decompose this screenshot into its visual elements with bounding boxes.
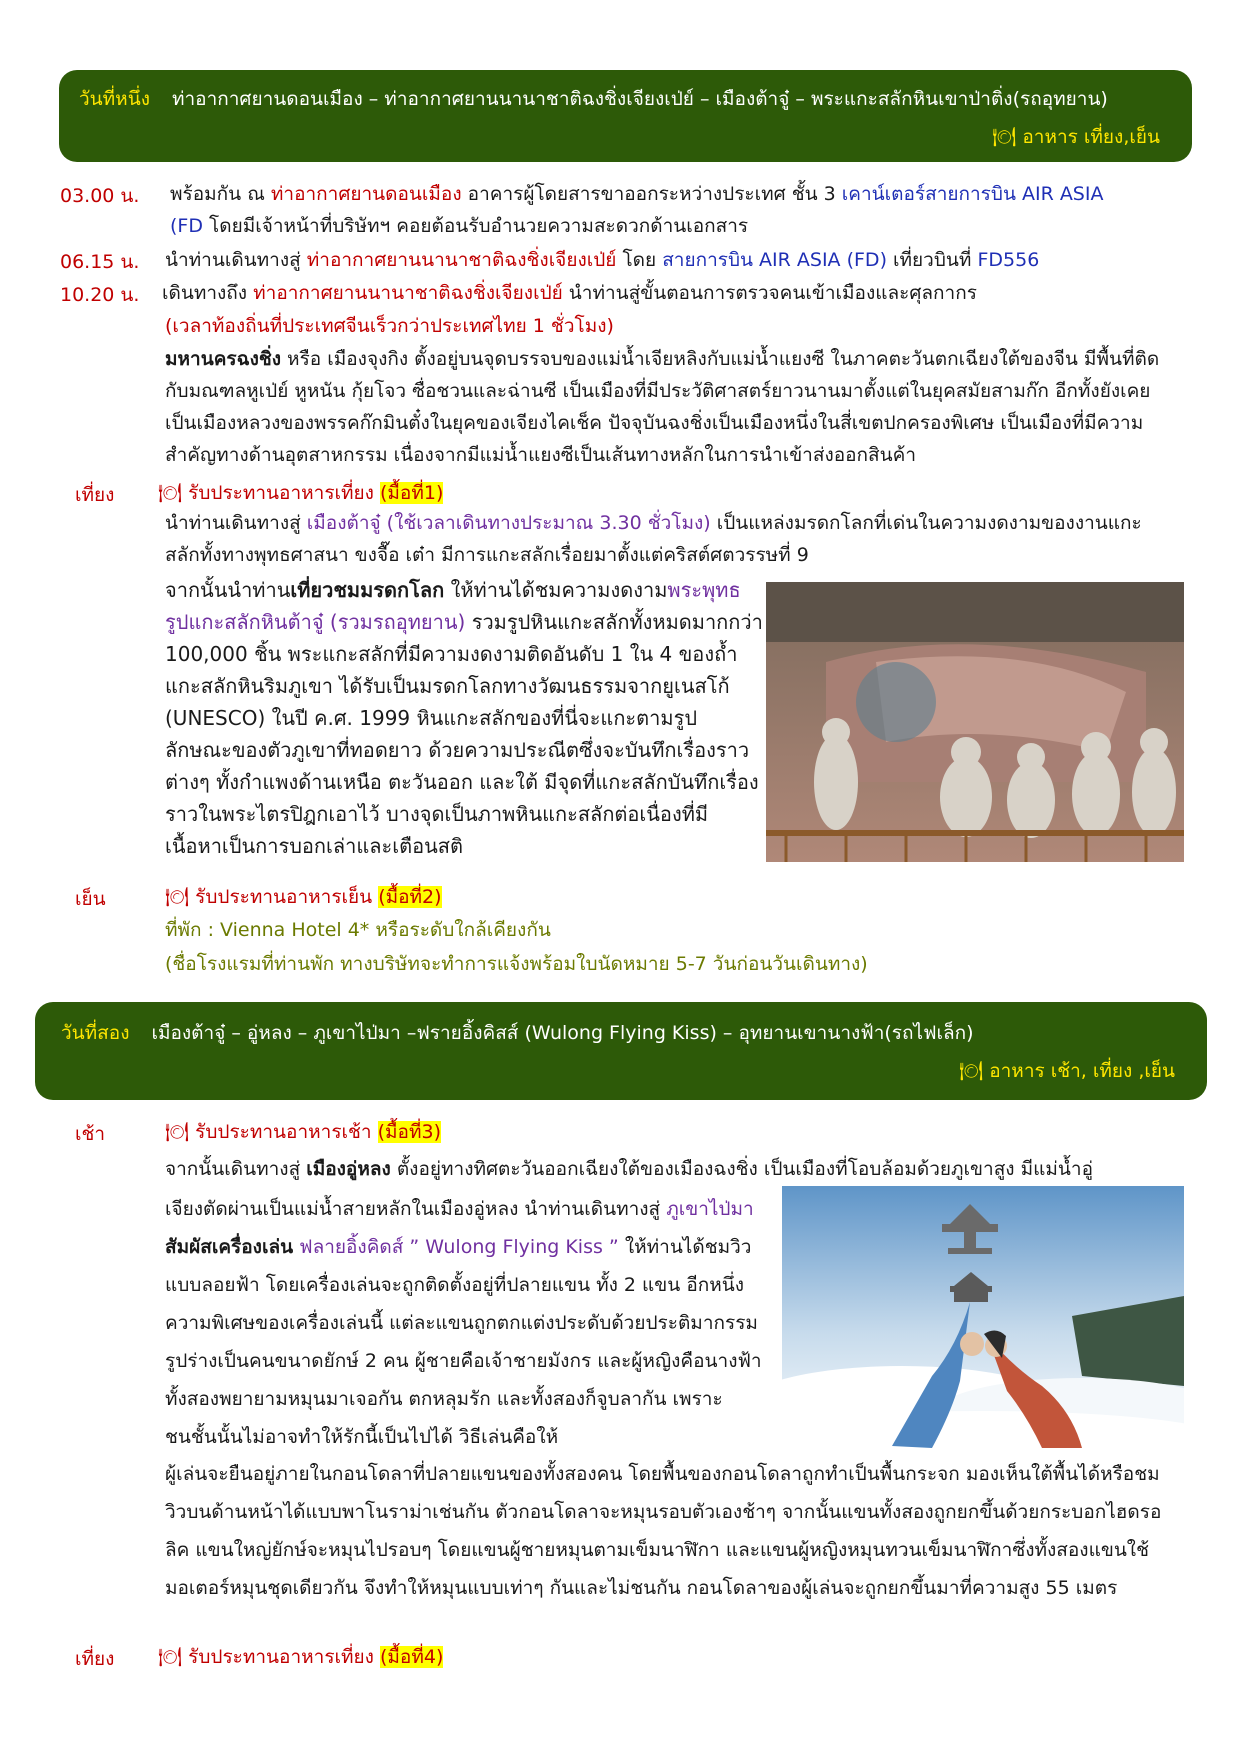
breakfast-time-label: เช้า: [75, 1123, 106, 1145]
time-0615: 06.15 น.: [60, 251, 140, 273]
meal-icon: 🍽: [165, 886, 190, 908]
checkin-line-2: [170, 212, 748, 240]
flying-kiss-name: ฟลายอิ้งคิดส์ ” Wulong Flying Kiss ”: [299, 1236, 619, 1258]
text: ให้ท่านได้ชมความงดงาม: [444, 578, 668, 602]
dazu-travel: เมืองต้าจู๋ (ใช้เวลาเดินทางประมาณ 3.30 ชั่วโมง): [306, 512, 711, 534]
text: ตั้งอยู่ทางทิศตะวันออกเฉียงใต้ของเมืองฉงชิ่ง เป็นเมืองที่โอบล้อมด้วยภูเขาสูง มีแม่น้ำอู่: [390, 1158, 1093, 1180]
text: จากนั้นนำท่าน: [165, 578, 291, 602]
day2-meals-text: อาหาร เช้า, เที่ยง ,เย็น: [989, 1060, 1175, 1082]
day2-route: เมืองต้าจู๋ – อู่หลง – ภูเขาไป่มา –ฟรายอิ้งคิสส์ (Wulong Flying Kiss) – อุทยานเขานางฟ้า(รถไฟเล็ก): [151, 1022, 974, 1044]
meal-number: (มื้อที่2): [378, 886, 442, 908]
airasia-counter: เคาน์เตอร์สายการบิน AIR ASIA: [841, 183, 1104, 205]
meal-icon: 🍽: [992, 126, 1017, 148]
wulong-flying-kiss-photo: [782, 1186, 1184, 1454]
day2-title-row: [61, 1018, 974, 1048]
time-0300: 03.00 น.: [60, 185, 140, 207]
airline-name: สายการบิน AIR ASIA (FD): [662, 249, 887, 271]
chongqing-description: [165, 343, 1175, 471]
dazu-intro: [165, 507, 1175, 571]
text: เป็นแหล่งมรดกโลกที่เด่นในความงดงามของงานแกะสลักทั้งทางพุทธศาสนา ขงจื๊อ เต๋า มีการแกะสลักเรื่อยมาตั้งแต่คริสต์ศตวรรษที่ 9: [165, 512, 1142, 566]
time-1020: 10.20 น.: [60, 284, 140, 306]
wulong-city: เมืองอู่หลง: [306, 1158, 391, 1180]
dazu-carvings-text: [165, 574, 763, 862]
text: รับประทานอาหารเที่ยง: [188, 482, 380, 504]
timezone-note: (เวลาท้องถิ่นที่ประเทศจีนเร็วกว่าประเทศไทย 1 ชั่วโมง): [165, 315, 614, 337]
day2-banner: [35, 1002, 1207, 1100]
text: อาคารผู้โดยสารขาออกระหว่างประเทศ ชั้น 3: [461, 183, 842, 205]
text: โดย: [616, 249, 663, 271]
flight-number: FD556: [977, 249, 1040, 271]
meal-icon: 🍽: [959, 1060, 984, 1082]
text: รวมรูปหินแกะสลักทั้งหมดมากกว่า 100,000 ชิ้น พระแกะสลักที่มีความงดงามติดอันดับ 1 ใน 4 ของถ้ำแกะสลักหินริมภูเขา ได้รับเป็นมรดกโลกทางวัฒนธรรมจากยูเนสโก้ (UNESCO) ในปี ค.ศ. 1999 หินแกะสลักของที่นี่จะแกะตามรูปลักษณะของตัวภูเขาที่ทอดยาว ด้วยความประณีตซึ่งจะบันทึกเรื่องราวต่างๆ ทั้งกำแพงด้านเหนือ ตะวันออก และใต้ มีจุดที่แกะสลักบันทึกเรื่องราวในพระไตรปิฎกเอาไว้ บางจุดเป็นภาพหินแกะสลักต่อเนื่องที่มีเนื้อหาเป็นการบอกเล่าและเตือนสติ: [165, 610, 763, 858]
text: เจียงตัดผ่านเป็นแม่น้ำสายหลักในเมืองอู่หลง นำท่านเดินทางสู่: [165, 1198, 667, 1220]
meal-number: (มื้อที่4): [380, 1646, 444, 1668]
flight-line: [165, 246, 1039, 274]
arrival-line: [162, 279, 977, 307]
text: เที่ยวบินที่: [886, 249, 978, 271]
day2-label: วันที่สอง: [61, 1022, 130, 1044]
meal-icon: 🍽: [158, 1646, 183, 1668]
day1-label: วันที่หนึ่ง: [79, 88, 150, 110]
dinner-time-label: เย็น: [75, 888, 106, 910]
day2-lunch-time-label: เที่ยง: [75, 1648, 115, 1670]
text: ให้ท่านได้ชมวิวแบบลอยฟ้า โดยเครื่องเล่นจะถูกติดตั้งอยู่ที่ปลายแขน ทั้ง 2 แขน อีกหนึ่งความพิเศษของเครื่องเล่นนี้ แต่ละแขนถูกตกแต่งประดับด้วยประติมากรรม รูปร่างเป็นคนขนาดยักษ์ 2 คน ผู้ชายคือเจ้าชายมังกร และผู้หญิงคือนางฟ้า ทั้งสองพยายามหมุนมาเจอกัน ตกหลุมรัก และทั้งสองก็จูบลากัน เพราะชนชั้นนั้นไม่อาจทำให้รักนี้เป็นไปได้ วิธีเล่นคือให้: [165, 1236, 762, 1448]
text: นำท่านเดินทางสู่: [165, 249, 307, 271]
chongqing-airport: ท่าอากาศยานนานาชาติฉงชิ่งเจียงเป่ย์: [306, 249, 617, 271]
day2-meals: [959, 1056, 1175, 1086]
meal-icon: 🍽: [165, 1121, 190, 1143]
meal-icon: 🍽: [158, 482, 183, 504]
meal-number: (มื้อที่3): [377, 1121, 441, 1143]
text: นำท่านเดินทางสู่: [165, 512, 307, 534]
day2-lunch-meal: [158, 1643, 443, 1671]
chongqing-airport: ท่าอากาศยานนานาชาติฉงชิ่งเจียงเป่ย์: [253, 282, 563, 304]
text: นำท่านสู่ขั้นตอนการตรวจคนเข้าเมืองและศุลกากร: [562, 282, 977, 304]
don-mueang-airport: ท่าอากาศยานดอนเมือง: [270, 183, 462, 205]
checkin-line: [170, 180, 1103, 208]
text: รับประทานอาหารเช้า: [195, 1121, 378, 1143]
day1-route: ท่าอากาศยานดอนเมือง – ท่าอากาศยานนานาชาติฉงชิ่งเจียงเป่ย์ – เมืองต้าจู๋ – พระแกะสลักหินเขาป่าติ่ง(รถอุทยาน): [171, 88, 1108, 110]
day1-meals-text: อาหาร เที่ยง,เย็น: [1022, 126, 1160, 148]
wulong-intro: [165, 1155, 1093, 1183]
text: รับประทานอาหารเที่ยง: [188, 1646, 380, 1668]
world-heritage: เที่ยวชมมรดกโลก: [290, 578, 445, 602]
chongqing-title: มหานครฉงชิ่ง: [165, 348, 282, 370]
text: รับประทานอาหารเย็น: [195, 886, 379, 908]
breakfast-meal: [165, 1118, 441, 1146]
day1-title-row: [79, 84, 1108, 114]
lunch-meal: [158, 479, 443, 507]
dinner-meal: [165, 883, 442, 911]
dazu-rock-carvings-photo: [766, 582, 1184, 862]
text: หรือ เมืองจุงกิง ตั้งอยู่บนจุดบรรจบของแม่น้ำเจียหลิงกับแม่น้ำแยงซี ในภาคตะวันตกเฉียงใต้ของจีน มีพื้นที่ติดกับมณฑลหูเป่ย์ หูหนัน กุ้ยโจว ซื่อชวนและฉ่านซี เป็นเมืองที่มีประวัติศาสตร์ยาวนานมาตั้งแต่ในยุคสมัยสามก๊ก อีกทั้งยังเคยเป็นเมืองหลวงของพรรคก๊กมินตั๋งในยุคของเจียงไคเช็ค ปัจจุบันฉงชิ่งเป็นเมืองหนึ่งในสี่เขตปกครองพิเศษ เป็นเมืองที่มีความสำคัญทางด้านอุตสาหกรรม เนื่องจากมีแม่น้ำแยงซีเป็นเส้นทางหลักในการนำเข้าส่งออกสินค้า: [165, 348, 1160, 466]
text: พร้อมกัน ณ: [170, 183, 271, 205]
baima-mountain: ภูเขาไป่มา: [666, 1198, 754, 1220]
flying-kiss-details: ผู้เล่นจะยืนอยู่ภายในกอนโดลาที่ปลายแขนของทั้งสองคน โดยพื้นของกอนโดลาถูกทำเป็นพื้นกระจก มองเห็นใต้พื้นได้หรือชมวิวบนด้านหน้าได้แบบพาโนราม่าเช่นกัน ตัวกอนโดลาจะหมุนรอบตัวเองช้าๆ จากนั้นแขนทั้งสองถูกยกขึ้นด้วยกระบอกไฮดรอลิค แขนใหญ่ยักษ์จะหมุนไปรอบๆ โดยแขนผู้ชายหมุนตามเข็มนาฬิกา และแขนผู้หญิงหมุนทวนเข็มนาฬิกาซึ่งทั้งสองแขนใช้มอเตอร์หมุนชุดเดียวกัน จึงทำให้หมุนแบบเท่าๆ กันและไม่ชนกัน กอนโดลาของผู้เล่นจะถูกยกขึ้นมาที่ความสูง 55 เมตร: [165, 1463, 1162, 1599]
flying-kiss-text: [165, 1190, 765, 1456]
hotel-note: (ชื่อโรงแรมที่ท่านพัก ทางบริษัทจะทำการแจ้งพร้อมใบนัดหมาย 5-7 วันก่อนวันเดินทาง): [165, 953, 868, 975]
ride-title: สัมผัสเครื่องเล่น: [165, 1236, 294, 1258]
text: เดินทางถึง: [162, 282, 254, 304]
text: โดยมีเจ้าหน้าที่บริษัทฯ คอยต้อนรับอำนวยความสะดวกด้านเอกสาร: [202, 215, 749, 237]
hotel-line: ที่พัก : Vienna Hotel 4* หรือระดับใกล้เคียงกัน: [165, 919, 551, 941]
text: จากนั้นเดินทางสู่: [165, 1158, 307, 1180]
fd-code: (FD: [170, 215, 203, 237]
day1-meals: [992, 122, 1160, 152]
day1-banner: [59, 70, 1192, 162]
lunch-time-label: เที่ยง: [75, 484, 115, 506]
dazu-carvings-name: พระพุทธรูปแกะสลักหินต้าจู๋ (รวมรถอุทยาน): [165, 578, 741, 634]
meal-number: (มื้อที่1): [380, 482, 444, 504]
